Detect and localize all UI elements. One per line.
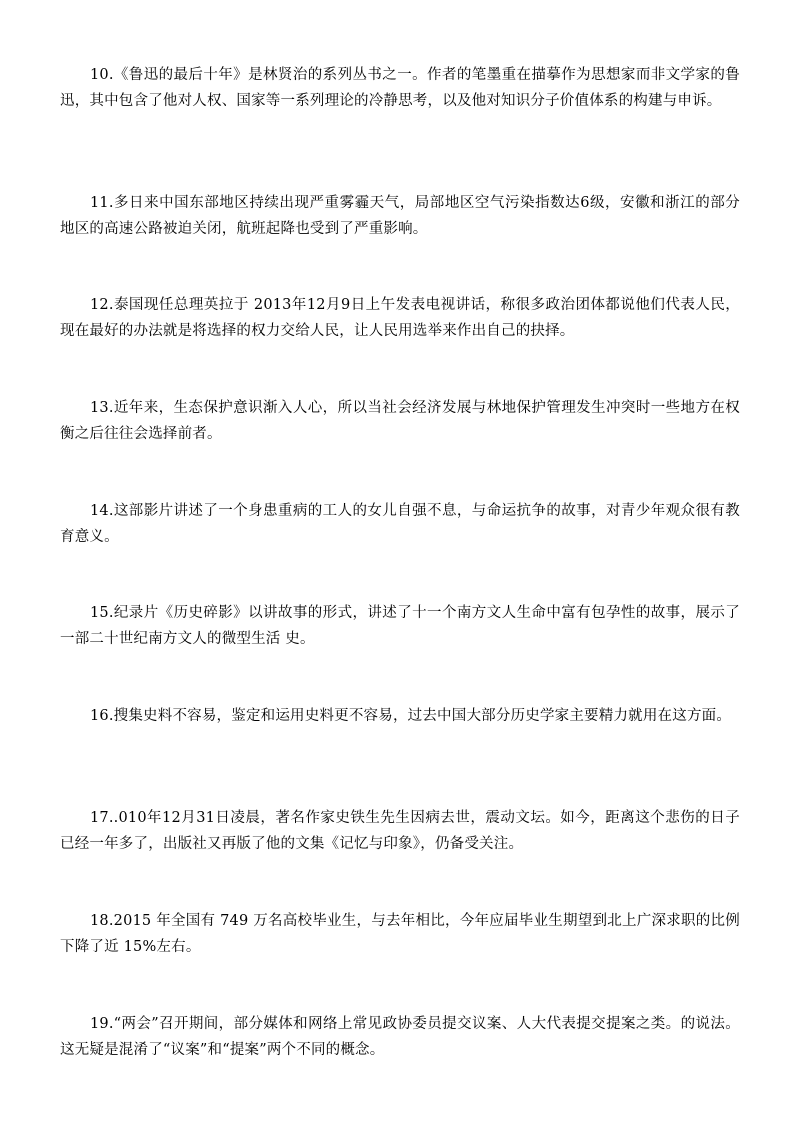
question-19: 19.“两会”召开期间，部分媒体和网络上常见政协委员提交议案、人大代表提交提案之类。的说法。这无疑是混淆了“议案”和“提案”两个不同的概念。 (60, 1016, 740, 1058)
question-17: 17..010年12月31日凌晨，著名作家史铁生先生因病去世，震动文坛。如今，距离这个悲伤的日子已经一年多了，出版社又再版了他的文集《记忆与印象》，仍备受关注。 (60, 810, 740, 852)
question-12: 12.泰国现任总理英拉于 2013年12月9日上午发表电视讲话，称很多政治团体都说他们代表人民，现在最好的办法就是将选择的权力交给人民，让人民用选举来作出自己的抉择。 (60, 297, 740, 339)
question-14: 14.这部影片讲述了一个身患重病的工人的女儿自强不息，与命运抗争的故事，对青少年观众很有教育意义。 (60, 503, 740, 545)
question-11: 11.多日来中国东部地区持续出现严重雾霾天气，局部地区空气污染指数达6级，安徽和浙江的部分地区的高速公路被迫关闭，航班起降也受到了严重影响。 (60, 195, 740, 237)
question-10: 10.《鲁迅的最后十年》是林贤治的系列丛书之一。作者的笔墨重在描摹作为思想家而非文学家的鲁迅，其中包含了他对人权、国家等一系列理论的冷静思考，以及他对知识分子价值体系的构建与申诉。 (60, 67, 740, 109)
question-13: 13.近年来，生态保护意识渐入人心，所以当社会经济发展与林地保护管理发生冲突时一些地方在权衡之后往往会选择前者。 (60, 400, 740, 442)
question-18: 18.2015 年全国有 749 万名高校毕业生，与去年相比，今年应届毕业生期望到北上广深求职的比例下降了近 15%左右。 (60, 913, 740, 955)
question-15: 15.纪录片《历史碎影》以讲故事的形式，讲述了十一个南方文人生命中富有包孕性的故事，展示了一部二十世纪南方文人的微型生活 史。 (60, 605, 740, 647)
question-16: 16.搜集史料不容易，鉴定和运用史料更不容易，过去中国大部分历史学家主要精力就用在这方面。 (90, 708, 732, 724)
